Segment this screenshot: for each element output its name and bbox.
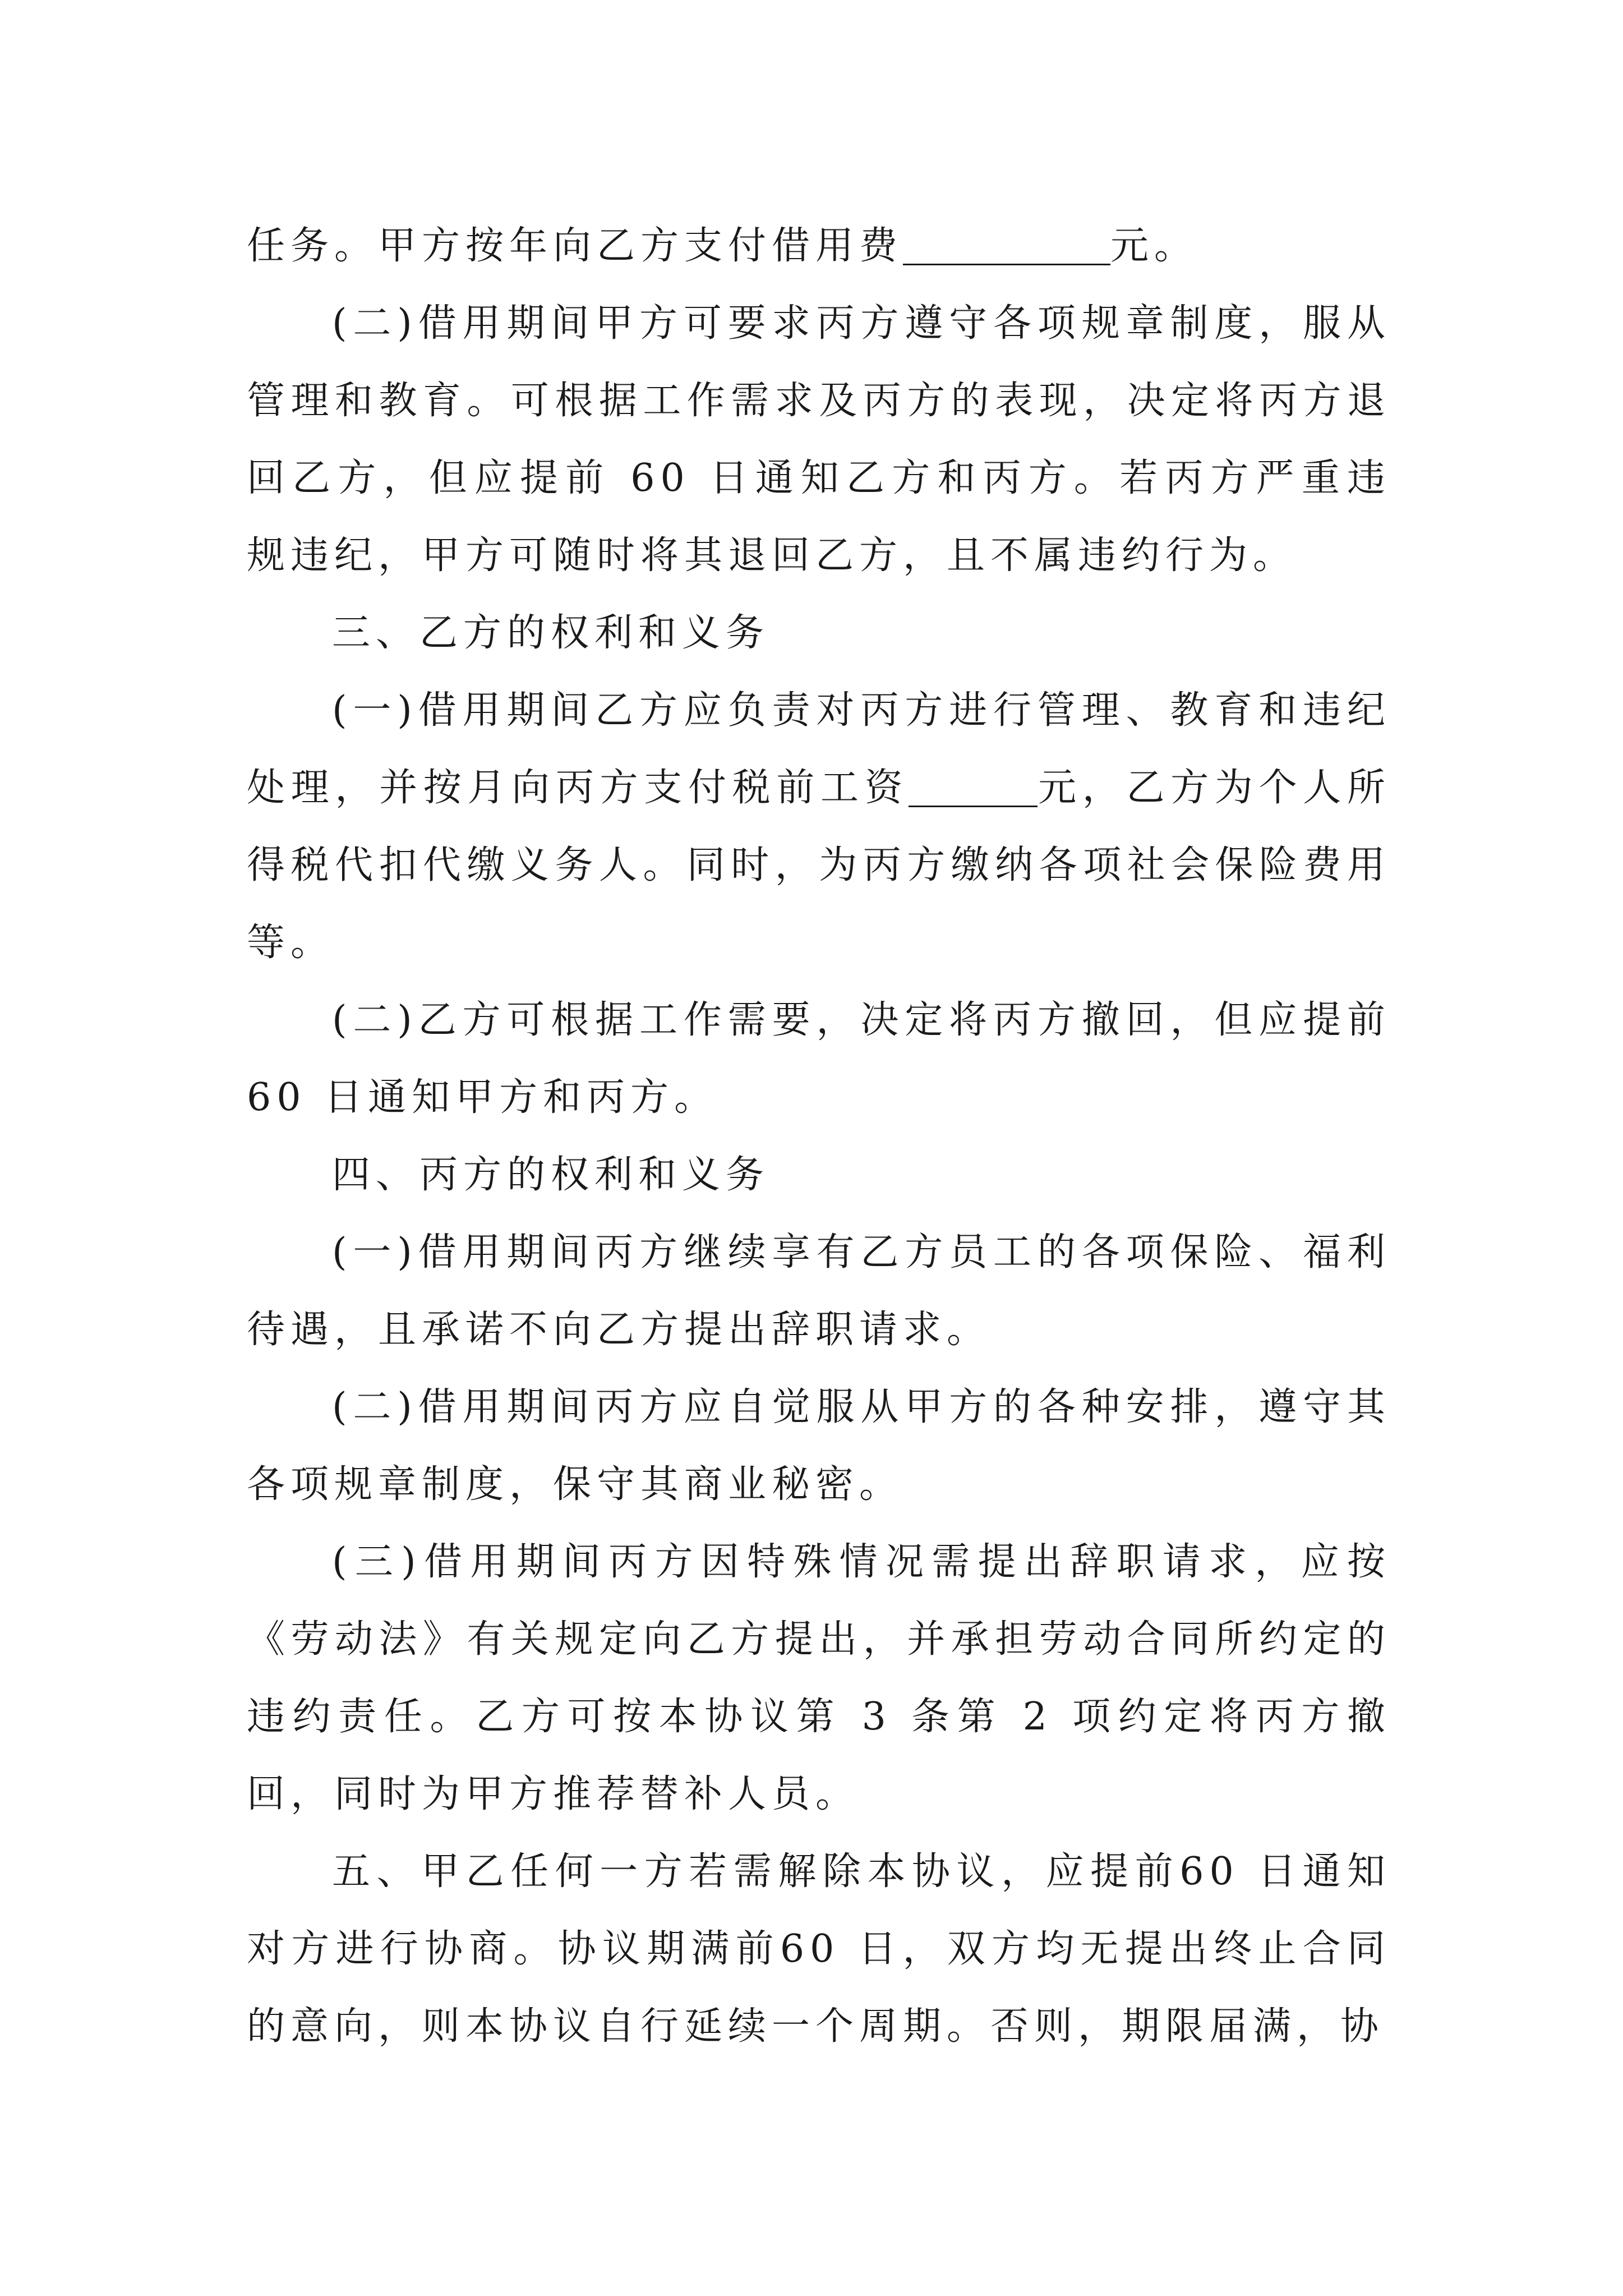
paragraph-text: 三、乙方的权利和义务 bbox=[332, 611, 770, 655]
fee-amount-blank bbox=[903, 224, 1110, 265]
paragraph-p9 bbox=[247, 1524, 1391, 1833]
paragraph-p3 bbox=[247, 595, 1391, 672]
paragraph-p6 bbox=[247, 1137, 1391, 1214]
paragraph-text: (二)借用期间甲方可要求丙方遵守各项规章制度，服从管理和教育。可根据工作需求及丙方的表现，决定将丙方退回乙方，但应提前 60 日通知乙方和丙方。若丙方严重违规违纪，甲方可随时将其退回乙方，且不属违约行为。 bbox=[247, 301, 1391, 578]
paragraph-p7 bbox=[247, 1214, 1391, 1369]
paragraph-text: 五、甲乙任何一方若需解除本协议，应提前60 日通知对方进行协商。协议期满前60 日，双方均无提出终止合同的意向，则本协议自行延续一个周期。否则，期限届满，协 bbox=[247, 1849, 1391, 2049]
paragraph-p8 bbox=[247, 1369, 1391, 1524]
paragraph-text: 任务。甲方按年向乙方支付借用费 bbox=[247, 224, 903, 268]
paragraph-text: (二)乙方可根据工作需要，决定将丙方撤回，但应提前 60 日通知甲方和丙方。 bbox=[247, 998, 1391, 1120]
paragraph-p5 bbox=[247, 982, 1391, 1137]
wage-amount-blank bbox=[909, 766, 1038, 807]
document-body bbox=[247, 208, 1391, 2065]
paragraph-p1 bbox=[247, 208, 1391, 285]
paragraph-p2 bbox=[247, 285, 1391, 595]
paragraph-text: 元，乙方为个人所得税代扣代缴义务人。同时，为丙方缴纳各项社会保险费用等。 bbox=[247, 766, 1391, 965]
paragraph-text: (三)借用期间丙方因特殊情况需提出辞职请求，应按《劳动法》有关规定向乙方提出，并承担劳动合同所约定的违约责任。乙方可按本协议第 3 条第 2 项约定将丙方撤回，同时为甲方推荐替补人员。 bbox=[247, 1540, 1391, 1816]
paragraph-text: (一)借用期间乙方应负责对丙方进行管理、教育和违纪处理，并按月向丙方支付税前工资 bbox=[247, 688, 1391, 810]
paragraph-text: (二)借用期间丙方应自觉服从甲方的各种安排，遵守其各项规章制度，保守其商业秘密。 bbox=[247, 1385, 1391, 1507]
paragraph-p10 bbox=[247, 1833, 1391, 2065]
paragraph-p4 bbox=[247, 672, 1391, 982]
paragraph-text: 四、丙方的权利和义务 bbox=[332, 1153, 770, 1197]
paragraph-text: 元。 bbox=[1110, 224, 1198, 268]
paragraph-text: (一)借用期间丙方继续享有乙方员工的各项保险、福利待遇，且承诺不向乙方提出辞职请求。 bbox=[247, 1230, 1391, 1352]
